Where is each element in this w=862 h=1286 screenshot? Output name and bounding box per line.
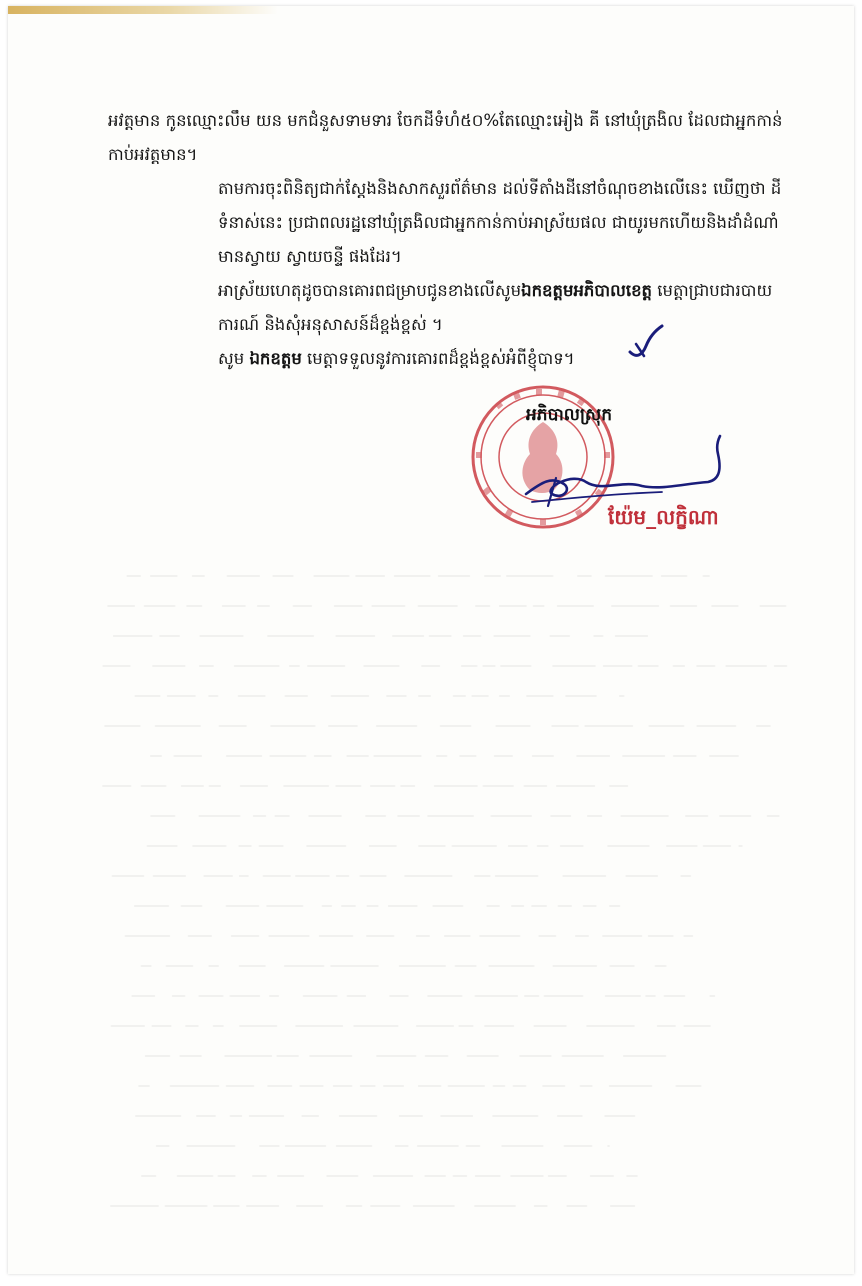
text-segment: មេត្តាទទួលនូវការគោរពដ៏ខ្ពង់ខ្ពស់អំពីខ្ញុំបាទ។	[301, 349, 575, 368]
text-segment: តាមការចុះពិនិត្យជាក់ស្តែងនិងសាកសួរព័ត៌មាន ដល់ទីតាំងដីនៅចំណុចខាងលើនេះ ឃើញថា ដីទំនាស់នេះ ប្រជាពលរដ្ឋនៅឃុំត្រងិលជាអ្នកកាន់កាប់អាស្រ័យផល ជាយូរមកហើយនិងដាំដំណាំ មានស្វាយ ស្វាយចន្ទី ផងដែរ។	[218, 179, 782, 266]
official-name: យ៉ែម_លក្ខិណា	[608, 505, 719, 529]
text-segment: អវត្តមាន កូនឈ្មោះលឹម យន មកជំនួសទាមទារ ចែកដីទំហំ៥០%តែឈ្មោះអៀង គី នៅឃុំត្រងិល ដែលជាអ្នកកាន់កាប់អវត្តមាន។	[108, 111, 783, 164]
signature-block	[448, 376, 768, 556]
text-segment: មេត្តាជ្រាបជារបាយការណ៍ និងសុំអនុសាសន៍ដ៏ខ្ពង់ខ្ពស់ ។	[218, 281, 773, 334]
bold-text-segment: ឯកឧត្តម	[249, 349, 302, 368]
paragraph-1	[108, 104, 788, 172]
bold-text-segment: ឯកឧត្តមអភិបាលខេត្ត	[521, 281, 653, 300]
document-page	[8, 6, 854, 1274]
text-segment: សូម	[218, 349, 250, 368]
paragraph-2	[108, 172, 788, 274]
handwritten-signature-icon	[512, 432, 732, 512]
official-title: អភិបាលស្រុក	[526, 405, 612, 425]
paragraph-3	[108, 274, 788, 342]
paragraph-4	[108, 342, 788, 376]
letter-body	[108, 104, 788, 376]
text-segment: អាស្រ័យហេតុដូចបានគោរពជម្រាបជូនខាងលើសូម	[218, 281, 522, 300]
initial-checkmark-icon	[626, 322, 666, 362]
